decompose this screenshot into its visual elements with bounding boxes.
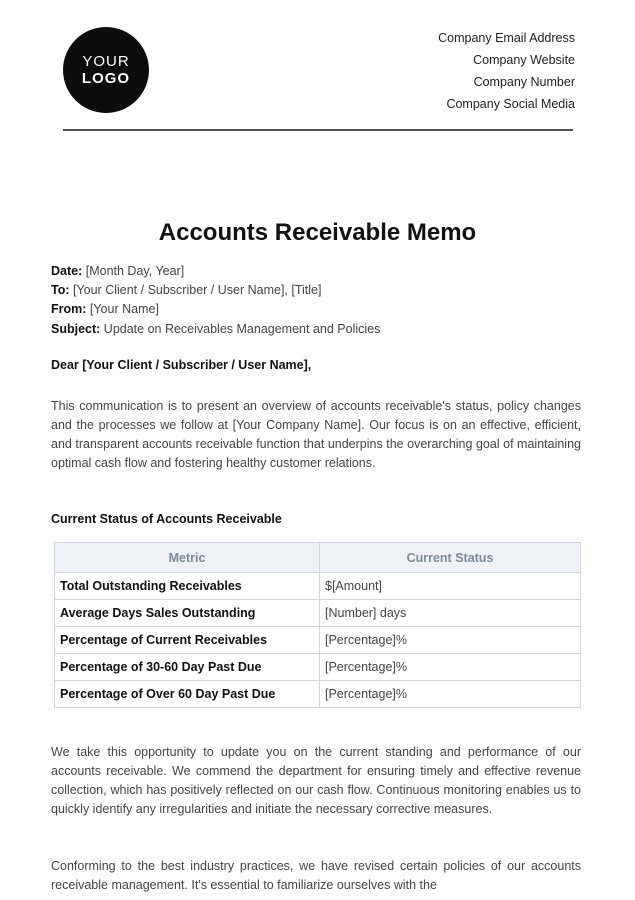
- meta-subject-label: Subject:: [51, 321, 101, 336]
- memo-meta: [51, 262, 380, 339]
- table-row: [55, 654, 581, 681]
- status-cell: [Percentage]%: [320, 627, 581, 654]
- meta-from-value: [Your Name]: [86, 302, 159, 317]
- table-header-row: [55, 543, 581, 573]
- logo-line-2: LOGO: [81, 70, 131, 87]
- metric-cell: Percentage of 30-60 Day Past Due: [55, 654, 320, 681]
- meta-to: [51, 281, 380, 300]
- status-cell: $[Amount]: [320, 573, 581, 600]
- intro-paragraph: This communication is to present an overview of accounts receivable's status, policy changes and the processes we follow at [Your Company Name]. Our focus is on an effective, efficient, and transparent accounts receivable function that underpins the overarching goal of maintaining optimal cash flow and fostering healthy customer relations.: [51, 399, 581, 470]
- header-divider: [63, 129, 573, 131]
- header-current-status: Current Status: [320, 543, 581, 573]
- company-number: Company Number: [473, 75, 575, 89]
- update-paragraph: We take this opportunity to update you on the current standing and performance of our accounts receivable. We commend the department for ensuring timely and effective revenue collection, which has positively reflected on our cash flow. Continuous monitoring enables us to quickly identify any irregularities and initiate the necessary corrective measures.: [51, 745, 581, 816]
- metric-cell: Total Outstanding Receivables: [55, 573, 320, 600]
- meta-to-value: [Your Client / Subscriber / User Name], [Title]: [69, 283, 322, 298]
- company-contact-block: [438, 27, 575, 115]
- meta-from-label: From:: [51, 302, 87, 317]
- section-heading: Current Status of Accounts Receivable: [51, 512, 282, 526]
- policy-paragraph: Conforming to the best industry practices, we have revised certain policies of our accounts receivable management. It's essential to familiarize ourselves with the: [51, 859, 581, 892]
- meta-date: [51, 262, 380, 281]
- company-logo: [63, 27, 149, 113]
- table-row: [55, 600, 581, 627]
- logo-line-1: YOUR: [82, 53, 130, 70]
- company-email: Company Email Address: [438, 31, 575, 45]
- header-metric: Metric: [55, 543, 320, 573]
- memo-title: Accounts Receivable Memo: [158, 219, 477, 246]
- meta-date-value: [Month Day, Year]: [82, 264, 185, 278]
- metric-cell: Average Days Sales Outstanding: [55, 600, 320, 627]
- meta-to-label: To:: [51, 283, 70, 298]
- greeting: Dear [Your Client / Subscriber / User Name],: [51, 358, 312, 372]
- meta-from: [51, 300, 380, 319]
- status-cell: [Percentage]%: [320, 681, 581, 708]
- metric-cell: Percentage of Over 60 Day Past Due: [55, 681, 320, 708]
- table-row: [55, 627, 581, 654]
- meta-subject: [51, 320, 380, 339]
- metric-cell: Percentage of Current Receivables: [55, 627, 320, 654]
- table-row: [55, 573, 581, 600]
- meta-subject-value: Update on Receivables Management and Policies: [100, 321, 381, 336]
- company-social-media: Company Social Media: [446, 97, 575, 111]
- table-row: [55, 681, 581, 708]
- meta-date-label: Date:: [51, 264, 83, 278]
- status-cell: [Percentage]%: [320, 654, 581, 681]
- status-cell: [Number] days: [320, 600, 581, 627]
- company-website: Company Website: [473, 53, 575, 67]
- receivables-status-table: [54, 542, 581, 708]
